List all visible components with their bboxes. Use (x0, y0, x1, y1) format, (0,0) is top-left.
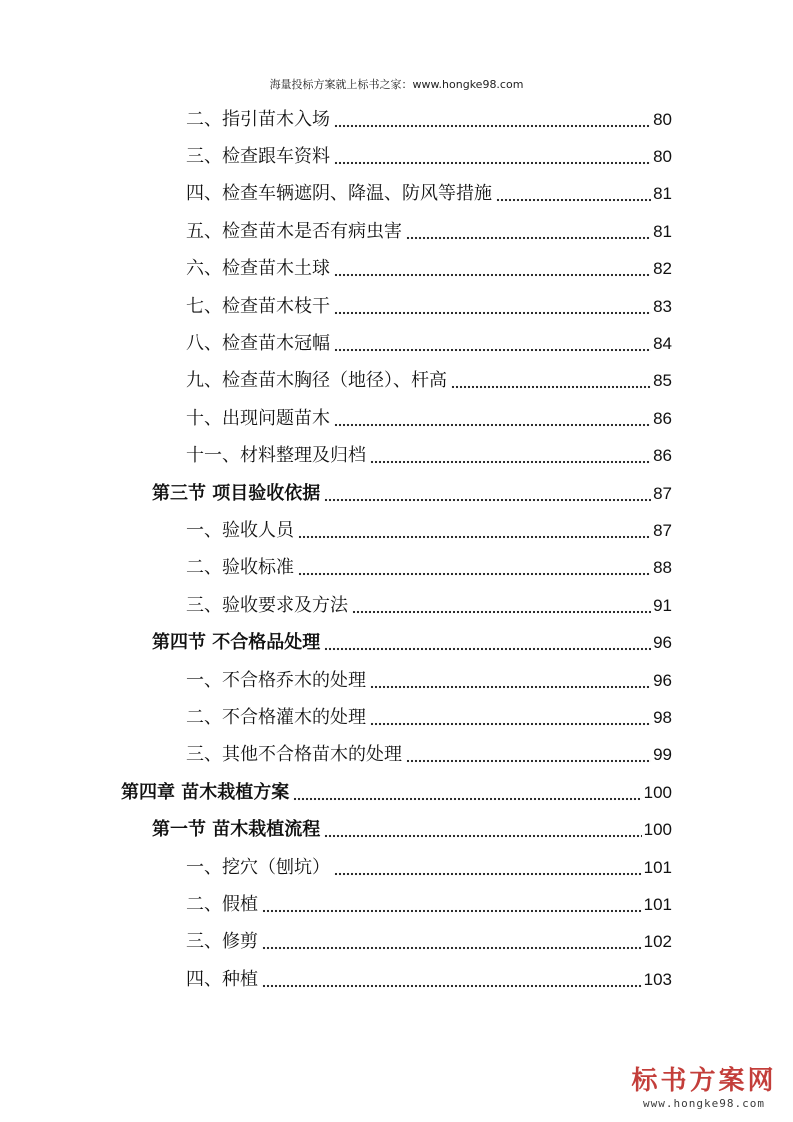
toc-dot-leader (370, 671, 651, 691)
toc-entry-page: 81 (653, 184, 672, 204)
toc-dot-leader (334, 334, 651, 354)
toc-entry-page: 87 (653, 483, 672, 503)
toc-entry-title: 四、检查车辆遮阴、降温、防风等措施 (186, 183, 492, 205)
toc-entry-title: 七、检查苗木枝干 (186, 295, 330, 317)
toc-dot-leader (298, 558, 651, 578)
toc-entry-title: 三、验收要求及方法 (186, 594, 348, 616)
toc-entry-page: 87 (653, 520, 672, 540)
toc-entry[interactable] (186, 176, 672, 213)
toc-entry-page: 100 (643, 782, 672, 802)
toc-entry[interactable] (186, 138, 672, 175)
toc-entry[interactable] (186, 849, 672, 886)
toc-entry[interactable] (186, 662, 672, 699)
toc-dot-leader (451, 371, 651, 391)
toc-entry-title: 二、指引苗木入场 (186, 108, 330, 130)
toc-entry-title: 八、检查苗木冠幅 (186, 332, 330, 354)
toc-entry[interactable] (186, 737, 672, 774)
toc-entry[interactable] (186, 924, 672, 961)
toc-entry-title: 四、种植 (186, 968, 258, 990)
toc-entry-page: 88 (653, 558, 672, 578)
toc-entry-title: 五、检查苗木是否有病虫害 (186, 220, 402, 242)
toc-entry[interactable] (186, 363, 672, 400)
toc-entry[interactable] (186, 101, 672, 138)
toc-entry[interactable] (186, 438, 672, 475)
toc-dot-leader (334, 297, 651, 317)
toc-entry-title: 一、挖穴（刨坑） (186, 856, 330, 878)
toc-entry-title: 三、修剪 (186, 931, 258, 953)
toc-dot-leader (496, 184, 651, 204)
toc-entry-title: 第四章 苗木栽植方案 (121, 781, 290, 803)
watermark-logo (620, 1066, 788, 1112)
toc-entry[interactable] (186, 400, 672, 437)
toc-dot-leader (334, 409, 651, 429)
toc-dot-leader (324, 820, 641, 840)
toc-entry-title: 二、验收标准 (186, 557, 294, 579)
toc-entry[interactable] (186, 512, 672, 549)
toc-entry-page: 101 (643, 857, 672, 877)
toc-entry[interactable] (152, 475, 672, 512)
toc-entry-title: 第一节 苗木栽植流程 (152, 819, 321, 841)
toc-entry[interactable] (186, 699, 672, 736)
toc-dot-leader (293, 783, 641, 803)
toc-entry[interactable] (186, 325, 672, 362)
toc-entry-title: 十、出现问题苗木 (186, 407, 330, 429)
toc-entry-page: 98 (653, 707, 672, 727)
toc-entry[interactable] (186, 213, 672, 250)
toc-dot-leader (262, 970, 642, 990)
toc-entry-title: 二、不合格灌木的处理 (186, 706, 366, 728)
toc-dot-leader (352, 596, 651, 616)
toc-entry[interactable] (152, 625, 672, 662)
toc-dot-leader (406, 745, 651, 765)
watermark-title: 标书方案网 (631, 1066, 777, 1096)
toc-dot-leader (324, 484, 651, 504)
toc-entry-page: 80 (653, 146, 672, 166)
toc-entry[interactable] (186, 251, 672, 288)
toc-entry-title: 二、假植 (186, 893, 258, 915)
toc-entry-page: 103 (643, 969, 672, 989)
toc-entry-page: 82 (653, 259, 672, 279)
toc-entry-title: 六、检查苗木土球 (186, 258, 330, 280)
toc-dot-leader (370, 446, 651, 466)
toc-entry-title: 十一、材料整理及归档 (186, 445, 366, 467)
toc-entry-page: 86 (653, 446, 672, 466)
toc-dot-leader (334, 858, 642, 878)
toc-entry[interactable] (121, 774, 672, 811)
toc-entry-page: 102 (643, 932, 672, 952)
toc-entry-title: 第三节 项目验收依据 (152, 482, 321, 504)
toc-dot-leader (370, 708, 651, 728)
toc-entry-page: 86 (653, 408, 672, 428)
watermark-url: www.hongke98.com (643, 1097, 765, 1110)
toc-entry-page: 96 (653, 670, 672, 690)
toc-dot-leader (324, 633, 651, 653)
toc-dot-leader (334, 147, 651, 167)
toc-entry-title: 第四节 不合格品处理 (152, 632, 321, 654)
toc-entry-title: 一、不合格乔木的处理 (186, 669, 366, 691)
page-header: 海量投标方案就上标书之家：www.hongke98.com (269, 78, 524, 91)
toc-entry-title: 一、验收人员 (186, 519, 294, 541)
toc-entry-title: 三、其他不合格苗木的处理 (186, 744, 402, 766)
toc-dot-leader (262, 932, 642, 952)
toc-entry[interactable] (186, 288, 672, 325)
toc-entry-page: 99 (653, 745, 672, 765)
toc-entry-page: 80 (653, 109, 672, 129)
toc-entry[interactable] (186, 550, 672, 587)
toc-entry-page: 100 (643, 820, 672, 840)
toc-entry-page: 83 (653, 296, 672, 316)
toc-entry-page: 81 (653, 221, 672, 241)
toc-entry[interactable] (186, 587, 672, 624)
toc-entry-page: 91 (653, 595, 672, 615)
toc-dot-leader (334, 259, 651, 279)
toc-entry-title: 三、检查跟车资料 (186, 145, 330, 167)
toc-entry[interactable] (186, 886, 672, 923)
toc-dot-leader (262, 895, 642, 915)
toc-dot-leader (298, 521, 651, 541)
toc-dot-leader (334, 110, 651, 130)
toc-entry-page: 96 (653, 633, 672, 653)
toc-dot-leader (406, 222, 651, 242)
toc-entry[interactable] (152, 812, 672, 849)
toc-entry[interactable] (186, 961, 672, 998)
toc-entry-page: 101 (643, 894, 672, 914)
toc-entry-title: 九、检查苗木胸径（地径）、杆高 (186, 370, 447, 392)
toc-entry-page: 85 (653, 371, 672, 391)
toc-entry-page: 84 (653, 333, 672, 353)
